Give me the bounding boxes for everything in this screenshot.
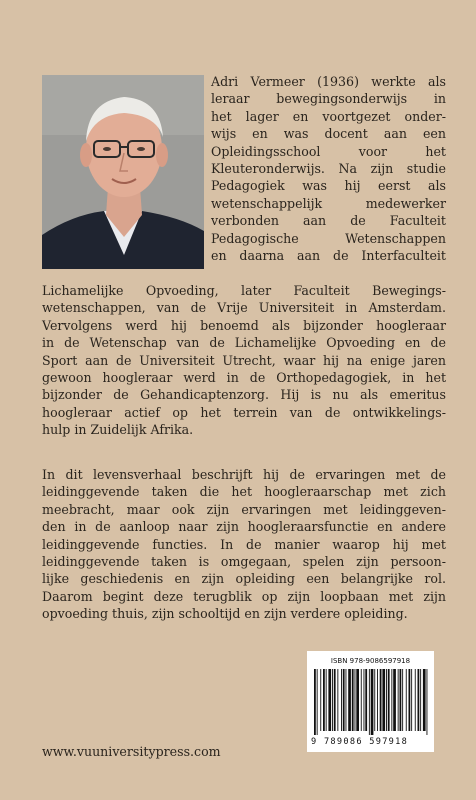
- barcode-bar: [343, 669, 345, 731]
- barcode-bar: [317, 669, 318, 735]
- barcode-bar: [382, 669, 385, 731]
- barcode-bar: [374, 669, 375, 731]
- bio-line: hulp in Zuidelijk Afrika.: [42, 422, 194, 438]
- barcode-bar: [352, 669, 354, 731]
- summary-line: leidinggevende functies. In de manier waarop hij met: [42, 536, 446, 552]
- barcode-bar: [418, 669, 420, 731]
- bio-line: Vervolgens werd hij benoemd als bijzonder hoogleraar: [42, 317, 446, 333]
- bio-line: wetenschappen, van de Vrije Universiteit in Amsterdam.: [42, 300, 446, 316]
- bio-line: en daarna aan de Interfaculteit: [211, 248, 446, 264]
- barcode-bar: [423, 669, 426, 731]
- barcode-bar: [420, 669, 421, 731]
- author-bio-intro: [211, 73, 446, 264]
- barcode-bar: [398, 669, 399, 731]
- bio-line: Sport aan de Universiteit Utrecht, waar hij na enige jaren: [42, 352, 446, 368]
- barcode-bar: [334, 669, 336, 731]
- summary-line: den in de aanloop naar zijn hoogleraarsfunctie en andere: [42, 519, 446, 535]
- barcode-bar: [323, 669, 325, 731]
- isbn-barcode: [307, 651, 434, 752]
- bio-line: Opleidingsschool voor het: [211, 143, 446, 159]
- barcode-bar: [400, 669, 402, 731]
- summary-line: meebracht, maar ook zijn ervaringen met leidinggeven-: [42, 501, 446, 517]
- author-photo: [42, 75, 204, 269]
- bio-line: wetenschappelijk medewerker: [211, 195, 446, 211]
- barcode-bar: [406, 669, 407, 731]
- summary-line: Daarom begint deze terugblik op zijn loopbaan met zijn: [42, 588, 446, 604]
- isbn-label: ISBN 978-9086597918: [330, 657, 411, 665]
- bio-line: in de Wetenschap van de Lichamelijke Opvoeding en de: [42, 335, 446, 351]
- barcode-bar: [386, 669, 387, 731]
- barcode-bar: [314, 669, 316, 735]
- bio-line: Lichamelijke Opvoeding, later Faculteit Bewegings-: [42, 283, 446, 298]
- bio-line: het lager en voortgezet onder-: [211, 108, 446, 124]
- book-summary: [42, 466, 446, 623]
- barcode-bar: [371, 669, 374, 735]
- barcode-bar: [341, 669, 342, 731]
- bio-line: verbonden aan de Faculteit: [211, 213, 446, 229]
- barcode-bars: [313, 669, 428, 735]
- barcode-bar: [355, 669, 356, 731]
- barcode-bar: [402, 669, 403, 731]
- barcode-bar: [326, 669, 327, 731]
- barcode-bar: [393, 669, 396, 731]
- barcode-bar: [356, 669, 359, 731]
- bio-line: gewoon hoogleraar werd in de Orthopedagogiek, in het: [42, 370, 446, 386]
- bio-line: Pedagogische Wetenschappen: [211, 230, 446, 246]
- barcode-bar: [365, 669, 367, 731]
- barcode-bar: [361, 669, 362, 731]
- bio-line: Pedagogiek was hij eerst als: [211, 178, 446, 194]
- summary-line: opvoeding thuis, zijn schooltijd en zijn verdere opleiding.: [42, 606, 408, 622]
- barcode-bar: [364, 669, 365, 731]
- ean-digits: 9 789086 597918: [311, 737, 409, 747]
- barcode-bar: [409, 669, 411, 731]
- barcode-bar: [348, 669, 351, 731]
- summary-line: leidinggevende taken die het hoogleraarschap met zich: [42, 484, 446, 500]
- bio-line: leraar bewegingsonderwijs in: [211, 91, 446, 107]
- bio-line: wijs en was docent aan een: [211, 126, 446, 142]
- barcode-bar: [411, 669, 412, 731]
- barcode-bar: [380, 669, 382, 731]
- barcode-bar: [415, 669, 416, 731]
- barcode-bar: [346, 669, 347, 731]
- summary-line: leidinggevende taken is omgegaan, spelen zijn persoon-: [42, 554, 446, 570]
- barcode-bar: [391, 669, 392, 731]
- barcode-bar: [332, 669, 333, 731]
- author-bio-continued: [42, 282, 446, 439]
- barcode-bar: [337, 669, 338, 731]
- barcode-bar: [388, 669, 390, 731]
- bio-line: Adri Vermeer (1936) werkte als: [211, 74, 446, 89]
- barcode-bar: [377, 669, 378, 731]
- bio-line: Kleuteronderwijs. Na zijn studie: [211, 161, 446, 177]
- barcode-bar: [328, 669, 331, 731]
- barcode-bar: [320, 669, 321, 731]
- barcode-bar: [427, 669, 428, 735]
- summary-line: In dit levensverhaal beschrijft hij de ervaringen met de: [42, 467, 446, 482]
- bio-line: hoogleraar actief op het terrein van de ontwikkelings-: [42, 404, 446, 420]
- barcode-bar: [369, 669, 370, 735]
- publisher-url: www.vuuniversitypress.com: [42, 744, 221, 759]
- bio-line: bijzonder de Gehandicaptenzorg. Hij is nu als emeritus: [42, 387, 446, 403]
- summary-line: lijke geschiedenis en zijn opleiding een belangrijke rol.: [42, 571, 446, 587]
